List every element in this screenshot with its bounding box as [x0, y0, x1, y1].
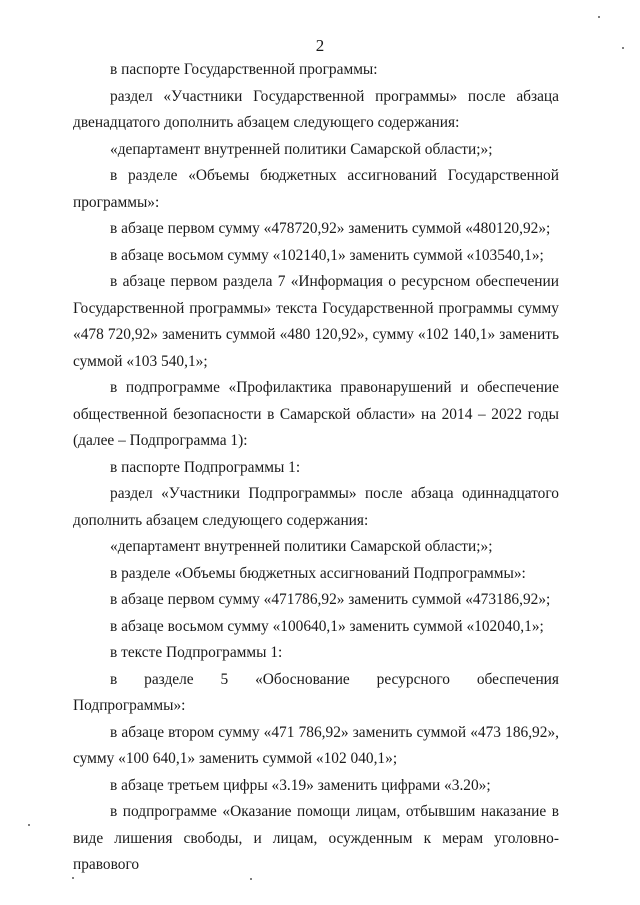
paragraph: раздел «Участники Государственной программы» после абзаца двенадцатого дополнить абзацем следующего содержания: — [73, 87, 559, 131]
paragraph: в абзаце первом сумму «478720,92» заменить суммой «480120,92»; — [110, 220, 551, 237]
paragraph: раздел «Участники Подпрограммы» после абзаца одиннадцатого дополнить абзацем следующего содержания: — [73, 485, 559, 529]
paragraph: в разделе «Объемы бюджетных ассигнований Государственной программы»: — [73, 167, 559, 211]
paragraph: в тексте Подпрограммы 1: — [110, 644, 283, 661]
paragraph: «департамент внутренней политики Самарской области;»; — [110, 140, 493, 158]
document-body — [73, 57, 559, 879]
scan-speck — [250, 878, 252, 880]
scan-speck — [598, 16, 600, 18]
paragraph: в паспорте Государственной программы: — [110, 61, 378, 78]
paragraph: в абзаце первом сумму «471786,92» заменить суммой «473186,92»; — [110, 591, 551, 608]
paragraph: в абзаце втором сумму «471 786,92» заменить суммой «473 186,92», сумму «100 640,1» заменить суммой «102 040,1»; — [73, 723, 559, 767]
paragraph: в подпрограмме «Профилактика правонарушений и обеспечение общественной безопасности в Самарской области» на 2014 – 2022 годы (далее – Подпрограмма 1): — [73, 379, 559, 449]
paragraph: в паспорте Подпрограммы 1: — [110, 458, 301, 476]
paragraph: в разделе 5 «Обоснование ресурсного обеспечения Подпрограммы»: — [73, 670, 559, 714]
scan-speck — [622, 47, 624, 49]
paragraph: в абзаце третьем цифры «3.19» заменить цифрами «3.20»; — [110, 776, 491, 794]
scan-speck — [72, 877, 74, 879]
paragraph: в абзаце восьмом сумму «100640,1» заменить суммой «102040,1»; — [110, 617, 544, 635]
paragraph: в разделе «Объемы бюджетных ассигнований Подпрограммы»: — [110, 564, 526, 582]
paragraph: в абзаце первом раздела 7 «Информация о ресурсном обеспечении Государственной программы» текста Государственной программы сумму «478 720,92» заменить суммой «480 120,92», сумму «102 140,1» заменить суммой «103 540,1»; — [73, 273, 559, 370]
paragraph: в абзаце восьмом сумму «102140,1» заменить суммой «103540,1»; — [110, 246, 544, 264]
scan-speck — [28, 824, 30, 826]
paragraph: «департамент внутренней политики Самарской области;»; — [110, 538, 493, 555]
paragraph: в подпрограмме «Оказание помощи лицам, отбывшим наказание в виде лишения свободы, и лицам, осужденным к мерам уголовно-правового — [73, 803, 559, 873]
page-number: 2 — [315, 36, 325, 55]
